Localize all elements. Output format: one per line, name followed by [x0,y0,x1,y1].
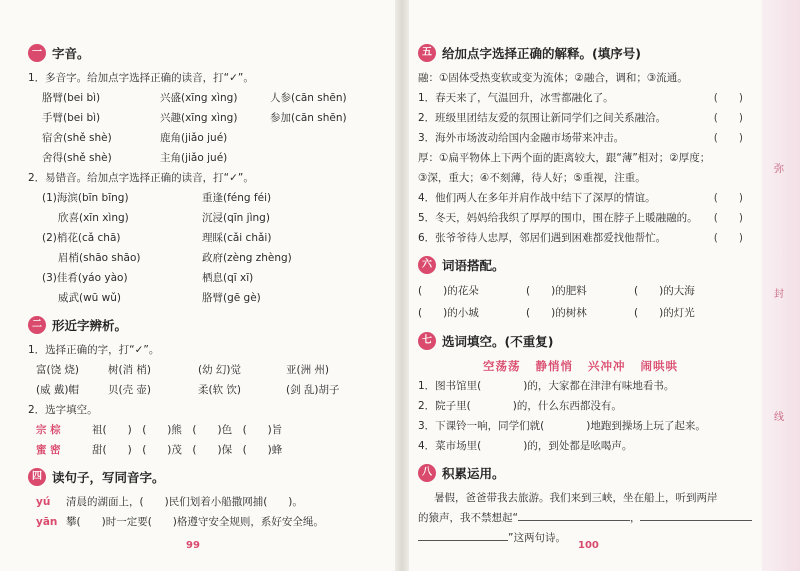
section-badge: 一 [28,44,46,62]
choice-item: 树(消 梢) [108,364,152,376]
question-text: 6．张爷爷待人忠厚，邻居们遇到困难都爱找他帮忙。 [418,232,667,244]
answer-blank[interactable] [418,540,508,541]
section-header [28,316,383,334]
section-title: 读句子，写同音字。 [52,469,165,485]
choice-item: 柔(软 饮) [198,384,242,396]
collocation-row [418,302,743,324]
fill-line: 4．菜市场里( )的，到处都是吆喝声。 [418,440,633,452]
choice-item: 亚(洲 州) [286,364,330,376]
word-choice: 空荡荡 [482,359,521,373]
definition-text: 融：①固体受热变软或变为流体；②融合，调和；③流通。 [418,72,688,84]
question-text: 2．易错音。给加点字选择正确的读音，打“✓”。 [28,172,254,184]
paragraph-text: ”这两句诗。 [508,532,566,544]
pinyin-item: 重逢(féng féi) [202,192,272,204]
section-header [418,464,743,482]
section-badge: 七 [418,332,436,350]
question-text: 2．班级里团结友爱的氛围让新同学们之间关系融洽。 [418,112,667,124]
question-text: 1．春天来了，气温回升，冰雪都融化了。 [418,92,614,104]
left-page [28,40,383,532]
pinyin-item: (1)海滨(bīn bīng) [42,192,129,204]
question-item [418,188,743,208]
pinyin-item: 宿舍(shě shè) [42,132,112,144]
paragraph-line: 的猿声，我不禁想起“ ， [418,508,743,528]
pinyin-item: 理睬(cǎi chǎi) [202,232,272,244]
section-title: 给加点字选择正确的解释。(填序号) [442,45,641,61]
fill-line: 攀( )时一定要( )格遵守安全规则，系好安全绳。 [66,516,324,528]
choice-item: (幼 幻)觉 [198,364,242,376]
pinyin-item: 胳臂(gē gè) [202,292,261,304]
collocation-item: ( )的小城 [418,307,479,319]
edge-label: 弥 [774,164,784,175]
word-choice: 闹哄哄 [640,359,679,373]
pinyin-item: 沉浸(qīn jìng) [202,212,270,224]
section-title: 字音。 [52,45,90,61]
pinyin-item: 威武(wū wǔ) [58,292,122,304]
pinyin-item: 兴趣(xīng xìng) [160,112,238,124]
section-badge: 六 [418,256,436,274]
q2-grid [28,188,383,308]
definition-text: ③深，重大；④不刻薄，待人好；⑤重视，注重。 [418,172,646,184]
question-text: 2．选字填空。 [28,404,98,416]
q5-grid [28,492,383,532]
pinyin-item: (3)佳肴(yáo yào) [42,272,128,284]
section-title: 选词填空。(不重复) [442,333,554,349]
fill-line: 清晨的湖面上，( )民们划着小船撒网捕( )。 [66,496,303,508]
fill-line: 1．图书馆里( )的，大家都在津津有味地看书。 [418,380,675,392]
answer-paren: ( ) [713,92,743,104]
question-item [418,108,743,128]
pinyin-item: 栖息(qī xī) [202,272,254,284]
page-number: 99 [186,540,200,551]
pinyin-item: 欣喜(xīn xìng) [58,212,129,224]
q4-grid [28,420,383,460]
q1-grid [28,88,383,168]
question-item [418,128,743,148]
word-choice: 兴冲冲 [588,359,626,373]
section-title: 词语搭配。 [442,257,505,273]
answer-paren: ( ) [713,132,743,144]
question-text: 4．他们两人在多年并肩作战中结下了深厚的情谊。 [418,192,656,204]
pinyin-item: 兴盛(xīng xìng) [160,92,238,104]
pinyin-label: yān [36,516,58,528]
question-text: 3．海外市场波动给国内金融市场带来冲击。 [418,132,625,144]
char-pair: 蜜 密 [36,444,61,456]
section-header [418,332,743,350]
book-gutter [395,0,409,571]
fill-line: 2．院子里( )的，什么东西都没有。 [418,400,622,412]
collocation-item: ( )的大海 [634,285,695,297]
edge-label: 封 [774,289,784,300]
paragraph-text: 的猿声，我不禁想起“ [418,512,518,524]
question-text: 5．冬天，妈妈给我织了厚厚的围巾，围在脖子上暖融融的。 [418,212,698,224]
section-badge: 二 [28,316,46,334]
choice-item: (威 戴)帽 [36,384,80,396]
collocation-item: ( )的肥料 [526,285,587,297]
fill-line: 3．下课铃一响，同学们就( )地跑到操场上玩了起来。 [418,420,706,432]
pinyin-item: 主角(jiǎo jué) [160,152,228,164]
answer-blank[interactable] [518,520,630,521]
edge-label: 线 [774,412,784,423]
pinyin-item: 人参(cān shēn) [270,92,347,104]
section-header [418,44,743,62]
word-bank [418,356,743,376]
answer-paren: ( ) [713,192,743,204]
word-choice: 静悄悄 [535,359,573,373]
pinyin-item: 鹿角(jiǎo jué) [160,132,228,144]
char-pair: 宗 棕 [36,424,61,436]
answer-paren: ( ) [713,212,743,224]
section-header [418,256,743,274]
paragraph-text: 暑假，爸爸带我去旅游。我们来到三峡，坐在船上，听到两岸 [434,492,718,504]
pinyin-item: 胳臂(bei bì) [42,92,101,104]
right-page [418,40,743,548]
fill-line: 祖( ) ( )熊 ( )色 ( )旨 [92,424,283,436]
pinyin-label: yú [36,496,51,508]
page-number: 100 [578,540,599,551]
question-item [418,228,743,248]
question-item [418,88,743,108]
section-header [28,44,383,62]
section-title: 积累运用。 [442,465,505,481]
question-item [418,208,743,228]
pinyin-item: 手臂(bei bì) [42,112,101,124]
collocation-item: ( )的花朵 [418,285,479,297]
question-text: 1．多音字。给加点字选择正确的读音，打“✓”。 [28,72,254,84]
section-badge: 四 [28,468,46,486]
pinyin-item: 参加(cān shēn) [270,112,347,124]
answer-blank[interactable] [640,520,752,521]
pinyin-item: 眉梢(shāo shāo) [58,252,141,264]
collocation-item: ( )的树林 [526,307,587,319]
question-text: 1．选择正确的字，打“✓”。 [28,344,160,356]
choice-item: 富(饶 烧) [36,364,80,376]
definition-text: 厚：①扁平物体上下两个面的距离较大，跟“薄”相对；②厚度； [418,152,711,164]
fill-line: 甜( ) ( )茂 ( )保 ( )蜂 [92,444,283,456]
choice-item: 贝(壳 壶) [108,384,152,396]
answer-paren: ( ) [713,112,743,124]
collocation-row [418,280,743,302]
pinyin-item: 舍得(shě shè) [42,152,112,164]
binding-edge [762,0,800,571]
collocation-item: ( )的灯光 [634,307,695,319]
answer-paren: ( ) [713,232,743,244]
q3-grid [28,360,383,400]
choice-item: (剑 乱)胡子 [286,384,340,396]
section-badge: 五 [418,44,436,62]
section-title: 形近字辨析。 [52,317,128,333]
section-header [28,468,383,486]
pinyin-item: 政府(zèng zhèng) [202,252,292,264]
section-badge: 八 [418,464,436,482]
pinyin-item: (2)梢花(cǎ chā) [42,232,121,244]
